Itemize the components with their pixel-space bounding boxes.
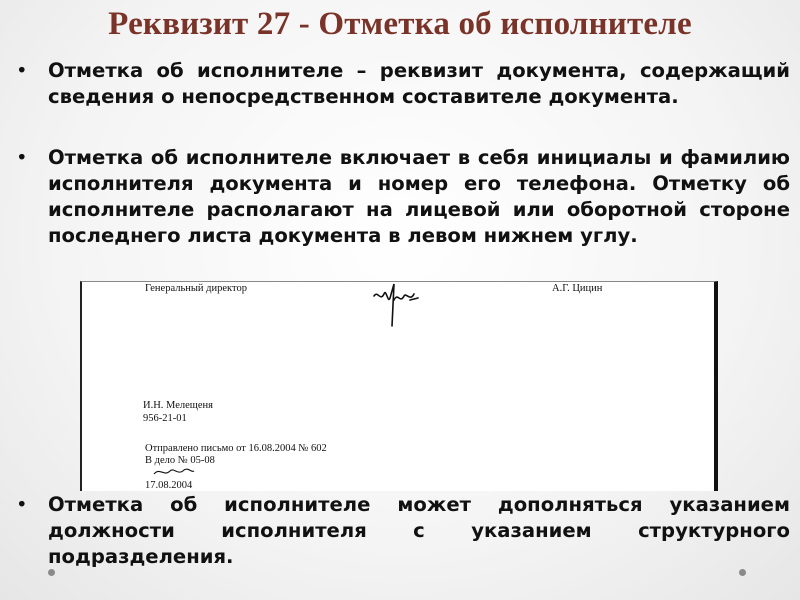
document-sample-image <box>80 281 718 491</box>
slide-title: Реквизит 27 - Отметка об исполнителе <box>108 6 692 42</box>
director-name: А.Г. Цицин <box>552 283 603 294</box>
decorative-dot <box>739 569 746 576</box>
file-signature-icon <box>152 465 196 479</box>
director-signature-icon <box>370 282 430 330</box>
bullet-position-addition: • Отметка об исполнителе может дополняться указанием должности исполнителя с указанием структурного подразделения. <box>48 492 790 570</box>
file-note: В дело № 05-08 <box>145 455 215 466</box>
executor-phone: 956-21-01 <box>143 413 187 424</box>
bullet-contents-placement: • Отметка об исполнителе включает в себя инициалы и фамилию исполнителя документа и номер его телефона. Отметку об исполнителе располагают на лицевой или оборотной стороне последнего листа документа в левом нижнем углу. <box>48 145 790 249</box>
executor-name: И.Н. Мелещеня <box>143 400 213 411</box>
bullet-definition: • Отметка об исполнителе – реквизит документа, содержащий сведения о непосредственном составителе документа. <box>48 58 790 110</box>
director-position-label: Генеральный директор <box>145 283 247 294</box>
file-date: 17.08.2004 <box>145 480 193 491</box>
decorative-dot <box>48 569 55 576</box>
sent-letter-note: Отправлено письмо от 16.08.2004 № 602 <box>145 443 327 454</box>
